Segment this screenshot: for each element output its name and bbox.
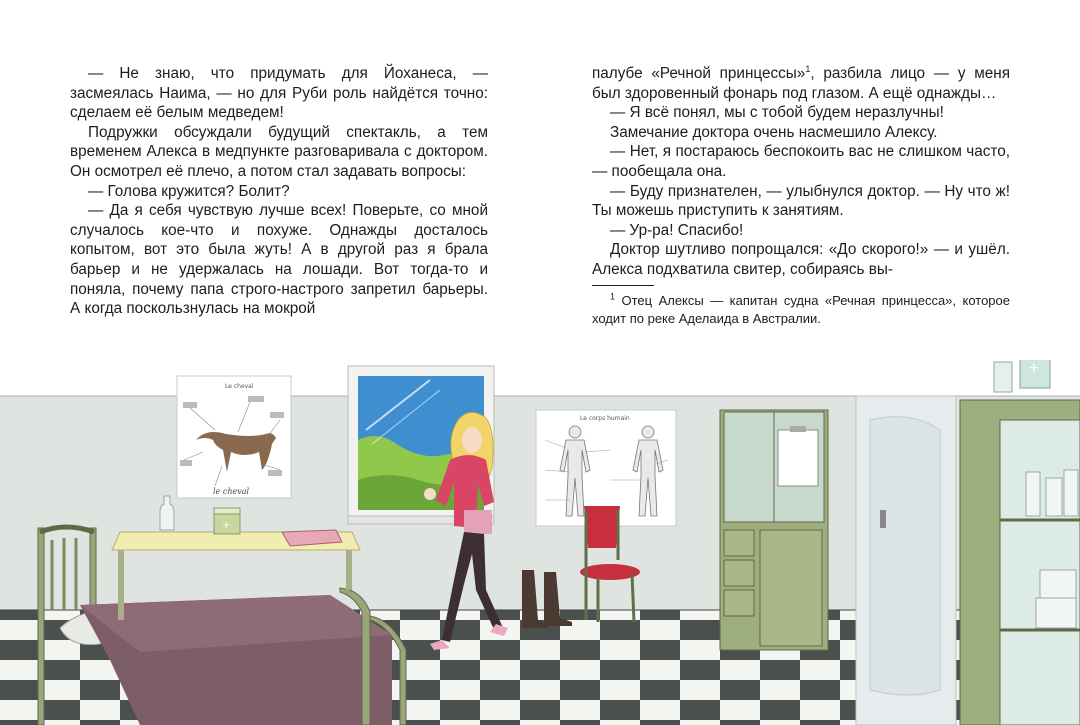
medicine-shelf	[960, 360, 1080, 725]
paragraph: — Голова кружится? Болит?	[88, 182, 290, 200]
poster-title: Le cheval	[225, 383, 254, 390]
text-run: , разбила лицо — у меня был здоровенный фонарь под глазом. А ещё однажды…	[592, 65, 1010, 102]
horse-poster	[177, 376, 291, 498]
footnote-reference: 1	[805, 63, 811, 74]
medicine-box	[214, 508, 240, 534]
svg-text:+: +	[1028, 360, 1040, 376]
poster-title: Le corps humain	[580, 415, 630, 422]
svg-text:+: +	[222, 520, 231, 531]
footnote-mark: 1	[610, 291, 616, 302]
paragraph: Доктор шутливо попрощался: «До скорого!» — и ушёл. Алекса подхватила свитер, собираясь вы-	[592, 241, 1010, 278]
green-cabinet	[720, 410, 828, 650]
paragraph: — Не знаю, что придумать для Йоханеса, — засмеялась Наима, — но для Руби роль найдётся точно: сделаем её белым медведем!	[70, 65, 488, 122]
paragraph-continued	[592, 64, 1010, 103]
paragraph: Замечание доктора очень насмешило Алексу.	[610, 123, 938, 141]
paragraph: — Да я себя чувствую лучше всех! Поверьте, со мной случалось кое-что и похуже. Однажды досталось копытом, вот это была жуть! А в другой раз я брала барьер и не удержалась на лошади. Вот тогда-то и поняла, почему папа строго-настрого запретил барьеры. А когда поскользнулась на мокрой	[70, 202, 488, 318]
paragraph: — Буду признателен, — улыбнулся доктор. — Ну что ж! Ты можешь приступить к занятиям.	[592, 182, 1010, 220]
door	[856, 396, 956, 725]
left-text-column	[70, 64, 488, 319]
text-run: палубе «Речной принцессы»	[592, 65, 806, 82]
infirmary-illustration	[0, 360, 1080, 725]
paragraph: — Я всё понял, мы с тобой будем неразлучны!	[610, 104, 944, 122]
paragraph: — Нет, я постараюсь беспокоить вас не слишком часто, — пообещала она.	[592, 143, 1010, 180]
paragraph: — Ур-ра! Спасибо!	[610, 221, 744, 239]
poster-caption: le cheval	[213, 487, 250, 496]
footnote-divider	[592, 285, 654, 286]
right-text-column	[592, 64, 1010, 328]
paragraph: Подружки обсуждали будущий спектакль, а тем временем Алекса в медпункте разговаривала с доктором. Он осмотрел её плечо, а потом стал задавать вопросы:	[70, 123, 488, 180]
bottle	[1020, 360, 1050, 388]
footnote	[592, 292, 1010, 328]
footnote-text: Отец Алексы — капитан судна «Речная принцесса», которое ходит по реке Аделаида в Австралии.	[592, 292, 1010, 326]
